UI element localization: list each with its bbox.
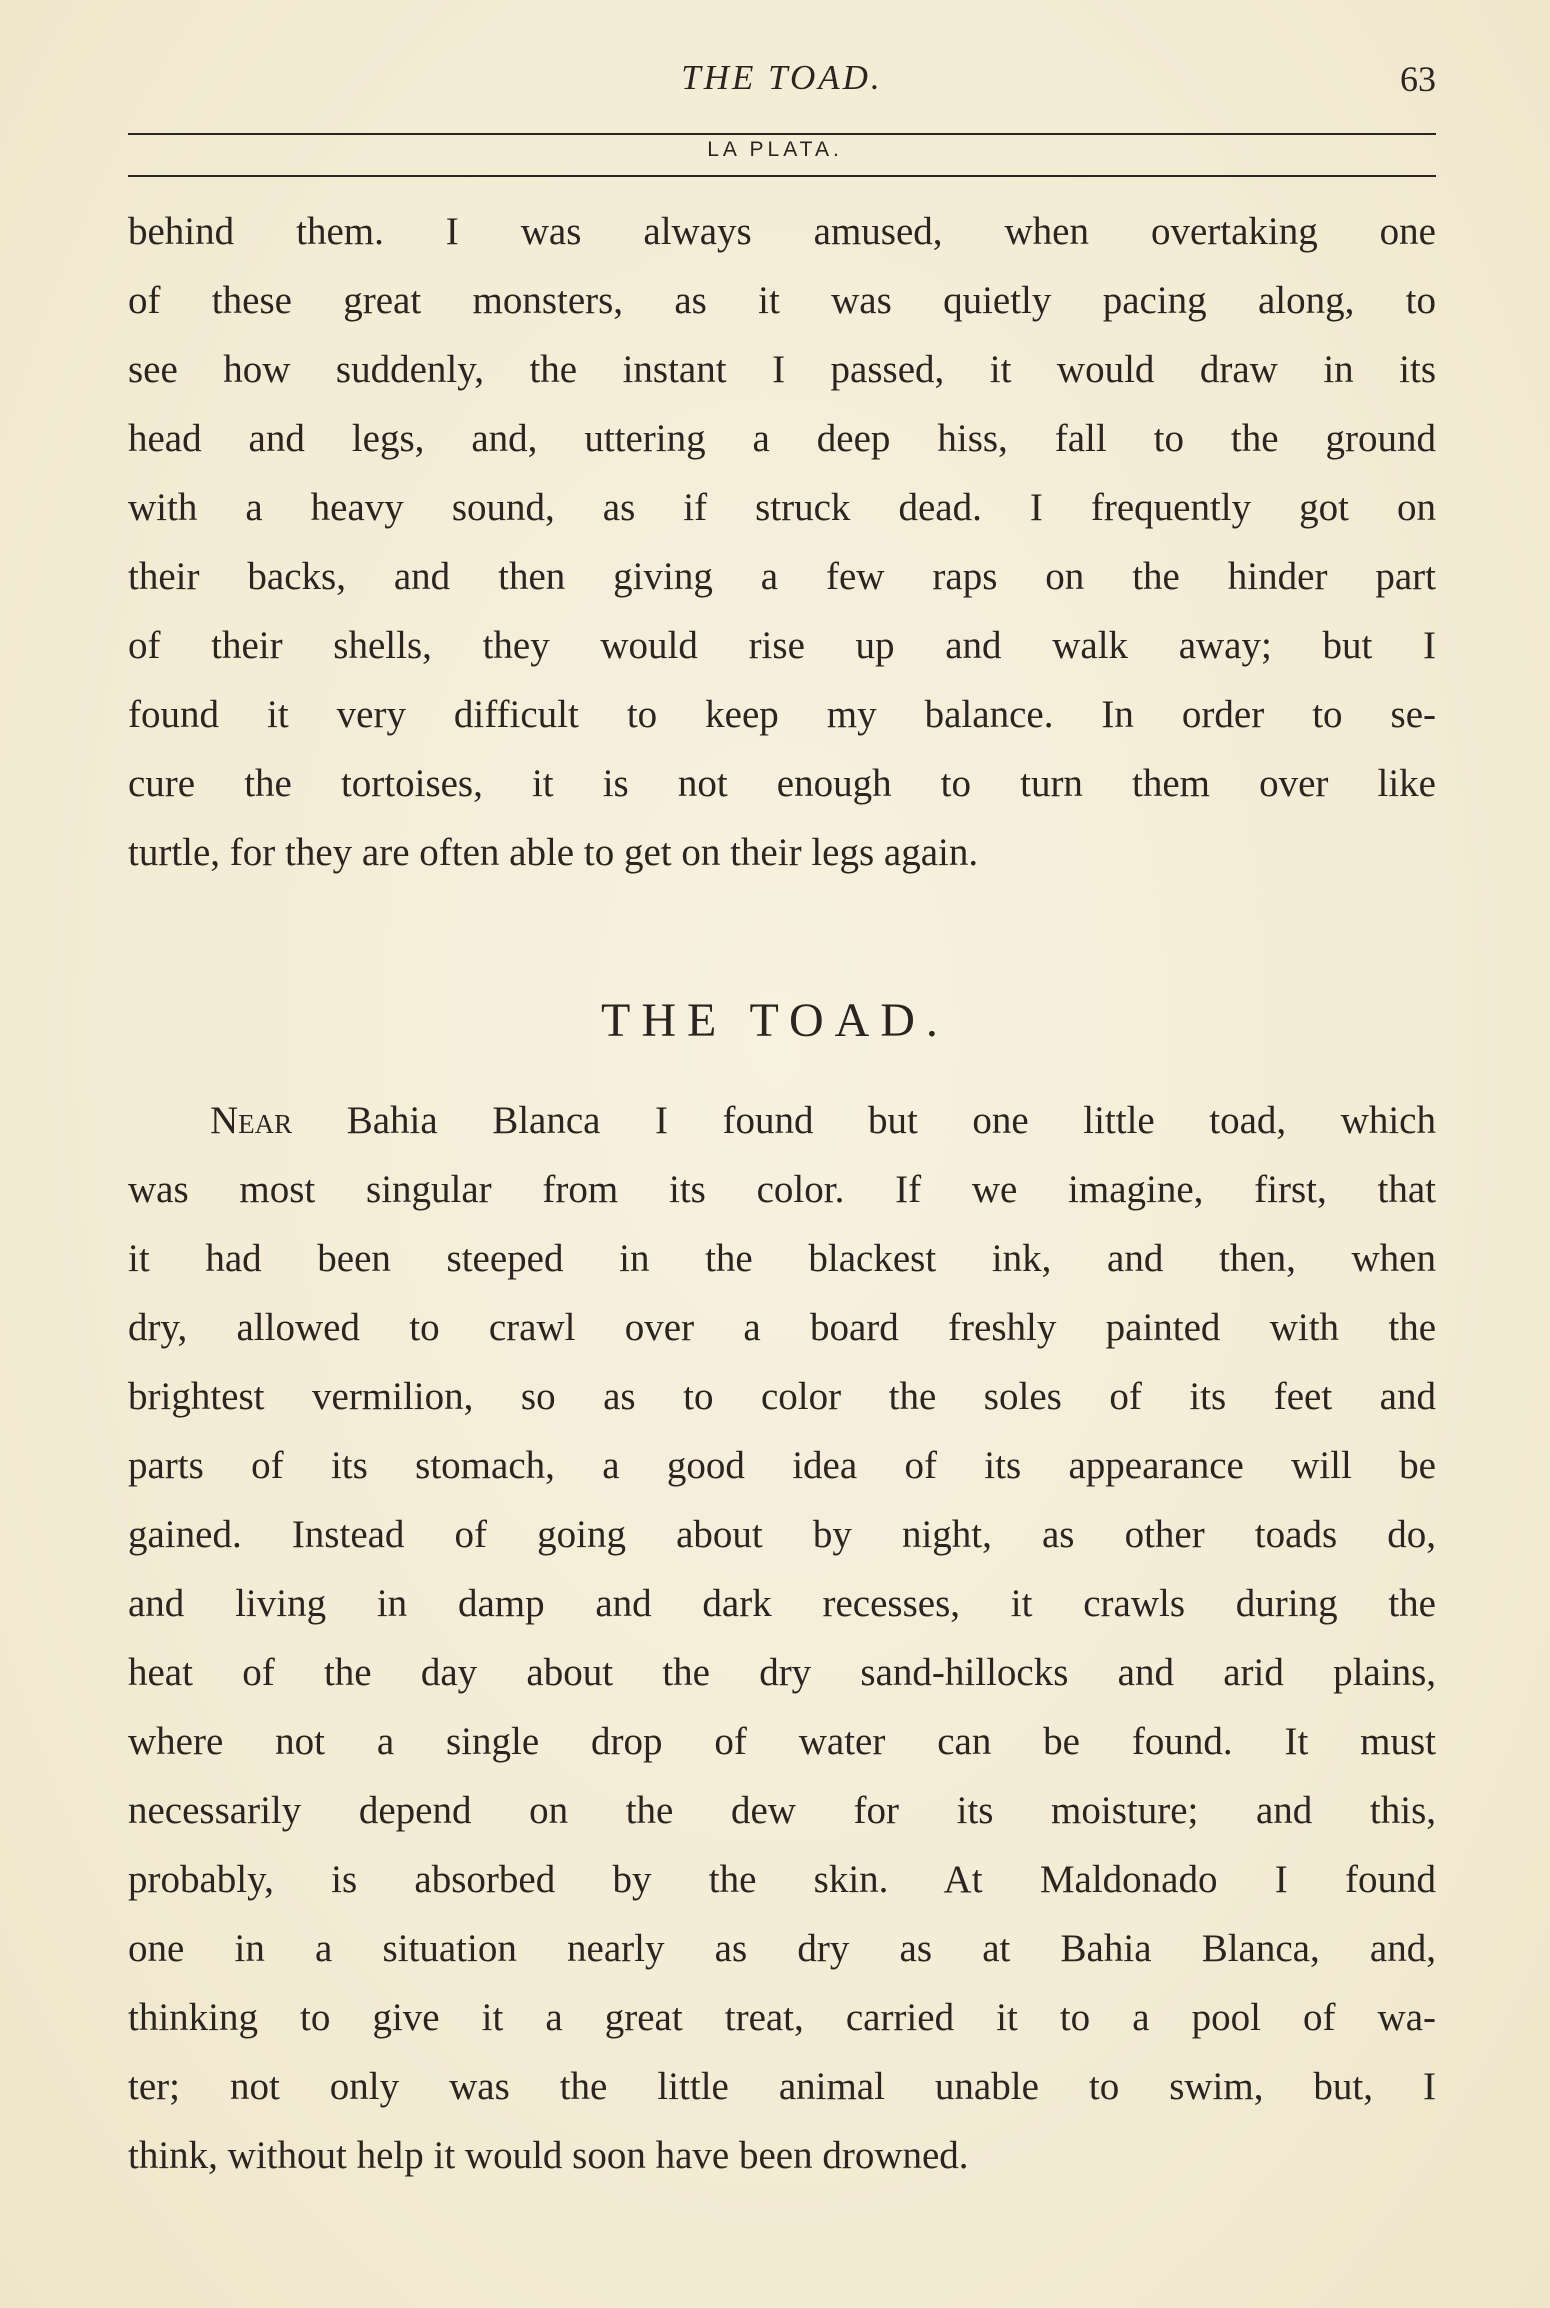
text-line: gained. Instead of going about by night, as other toads do, xyxy=(128,1513,1436,1556)
first-line-text: Bahia Blanca I found but one little toad, which xyxy=(292,1099,1436,1142)
text-line: dry, allowed to crawl over a board freshly painted with the xyxy=(128,1306,1436,1349)
text-line: necessarily depend on the dew for its moisture; and this, xyxy=(128,1789,1436,1832)
text-line: brightest vermilion, so as to color the soles of its feet and xyxy=(128,1375,1436,1418)
header-rule-top xyxy=(128,133,1436,135)
drop-word: Near xyxy=(210,1099,293,1142)
text-line: thinking to give it a great treat, carried it to a pool of wa- xyxy=(128,1996,1436,2039)
text-line: and living in damp and dark recesses, it crawls during the xyxy=(128,1582,1436,1625)
text-line: found it very difficult to keep my balance. In order to se- xyxy=(128,693,1436,736)
text-line: ter; not only was the little animal unable to swim, but, I xyxy=(128,2065,1436,2108)
text-line: see how suddenly, the instant I passed, it would draw in its xyxy=(128,348,1436,391)
page-number: 63 xyxy=(1400,59,1436,99)
text-line: probably, is absorbed by the skin. At Maldonado I found xyxy=(128,1858,1436,1901)
text-line-first xyxy=(210,1096,1436,1146)
text-line: cure the tortoises, it is not enough to turn them over like xyxy=(128,762,1436,805)
text-line: with a heavy sound, as if struck dead. I frequently got on xyxy=(128,486,1436,529)
text-line: head and legs, and, uttering a deep hiss, fall to the ground xyxy=(128,417,1436,460)
header-rule-bottom xyxy=(128,175,1436,177)
text-line: of these great monsters, as it was quietly pacing along, to xyxy=(128,279,1436,322)
text-line: was most singular from its color. If we imagine, first, that xyxy=(128,1168,1436,1211)
text-line: it had been steeped in the blackest ink, and then, when xyxy=(128,1237,1436,1280)
text-line: where not a single drop of water can be found. It must xyxy=(128,1720,1436,1763)
chapter-subhead: LA PLATA. xyxy=(707,138,843,161)
text-line: parts of its stomach, a good idea of its appearance will be xyxy=(128,1444,1436,1487)
text-line: one in a situation nearly as dry as at Bahia Blanca, and, xyxy=(128,1927,1436,1970)
text-line: heat of the day about the dry sand-hillocks and arid plains, xyxy=(128,1651,1436,1694)
running-title: THE TOAD. xyxy=(681,58,883,97)
text-line: think, without help it would soon have been drowned. xyxy=(128,2134,969,2177)
text-line: turtle, for they are often able to get on their legs again. xyxy=(128,831,979,874)
text-line: behind them. I was always amused, when overtaking one xyxy=(128,210,1436,253)
running-head xyxy=(128,58,1436,108)
text-line: of their shells, they would rise up and walk away; but I xyxy=(128,624,1436,667)
text-line: their backs, and then giving a few raps on the hinder part xyxy=(128,555,1436,598)
section-heading: THE TOAD. xyxy=(601,994,949,1047)
